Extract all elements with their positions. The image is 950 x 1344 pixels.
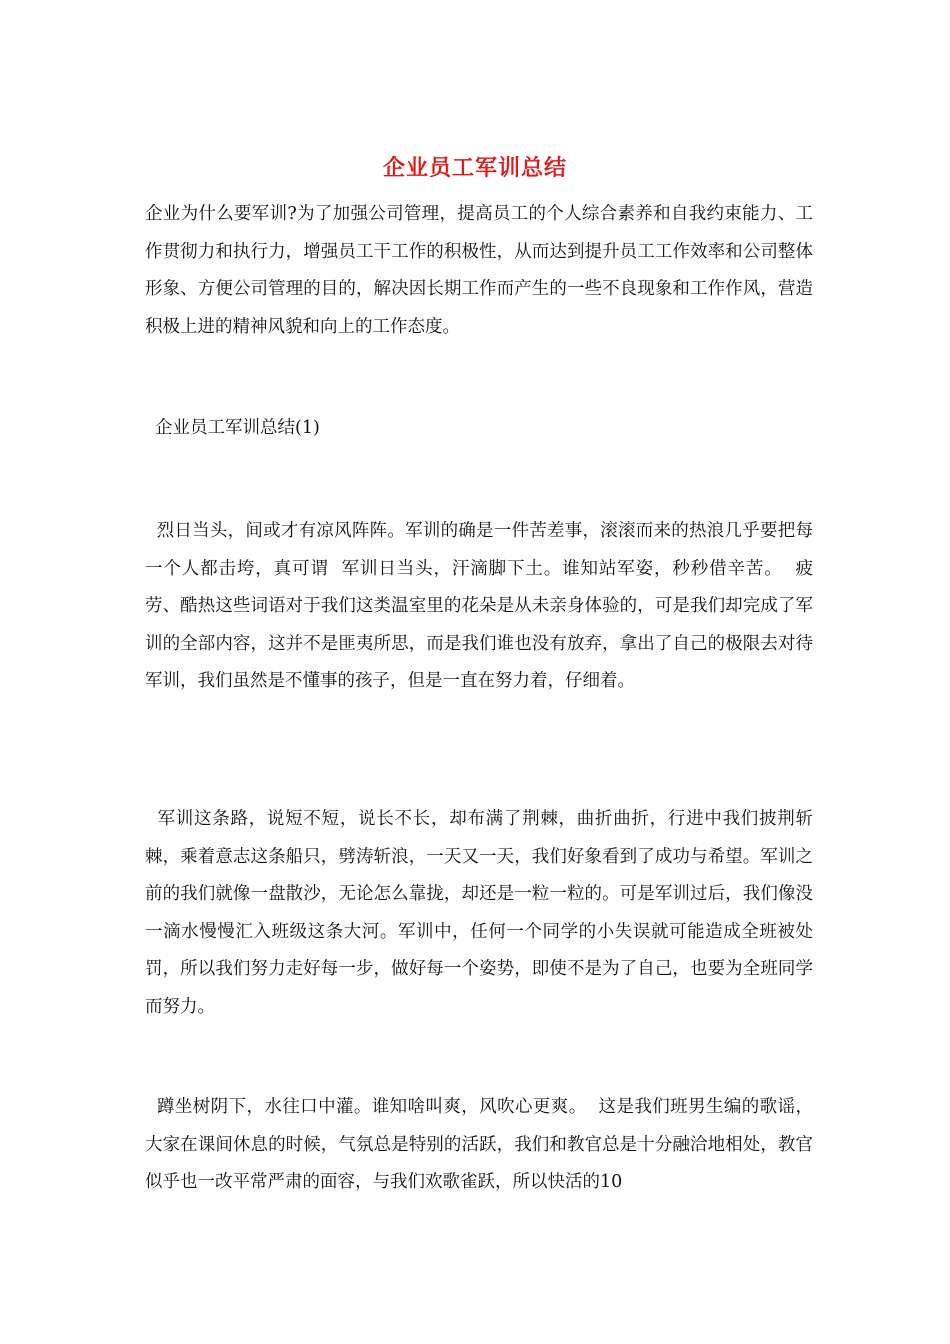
body-paragraph: 军训这条路，说短不短，说长不长，却布满了荆棘，曲折曲折，行进中我们披荆斩棘，乘着意志这条船只，劈涛斩浪，一天又一天，我们好象看到了成功与希望。军训之前的我们就像一盘散沙，无论怎么靠拢，却还是一粒一粒的。可是军训过后，我们像没一滴水慢慢汇入班级这条大河。军训中，任何一个同学的小失误就可能造成全班被处罚，所以我们努力走好每一步，做好每一个姿势，即使不是为了自己，也要为全班同学而努力。 [145, 809, 813, 1017]
body-paragraph: 蹲坐树阴下，水往口中灌。谁知啥叫爽，风吹心更爽。 这是我们班男生编的歌谣，大家在课间休息的时候，气氛总是特别的活跃，我们和教官总是十分融洽地相处，教官似乎也一改平常严肃的面容，与我们欢歌雀跃，所以快活的10 [145, 1097, 813, 1192]
section-subtitle: 企业员工军训总结(1) [155, 418, 320, 438]
intro-paragraph: 企业为什么要军训?为了加强公司管理，提高员工的个人综合素养和自我约束能力、工作贯彻力和执行力，增强员工干工作的积极性，从而达到提升员工工作效率和公司整体形象、方便公司管理的目的，解决因长期工作而产生的一些不良现象和工作作风，营造积极上进的精神风貌和向上的工作态度。 [145, 204, 813, 337]
body-paragraph: 烈日当头，间或才有凉风阵阵。军训的确是一件苦差事，滚滚而来的热浪几乎要把每一个人都击垮，真可谓 军训日当头，汗滴脚下土。谁知站军姿，秒秒借辛苦。 疲劳、酷热这些词语对于我们这类温室里的花朵是从未亲身体验的，可是我们却完成了军训的全部内容，这并不是匪夷所思，而是我们谁也没有放弃，拿出了自己的极限去对待军训，我们虽然是不懂事的孩子，但是一直在努力着，仔细着。 [145, 521, 813, 691]
document-title: 企业员工军训总结 [382, 155, 567, 181]
